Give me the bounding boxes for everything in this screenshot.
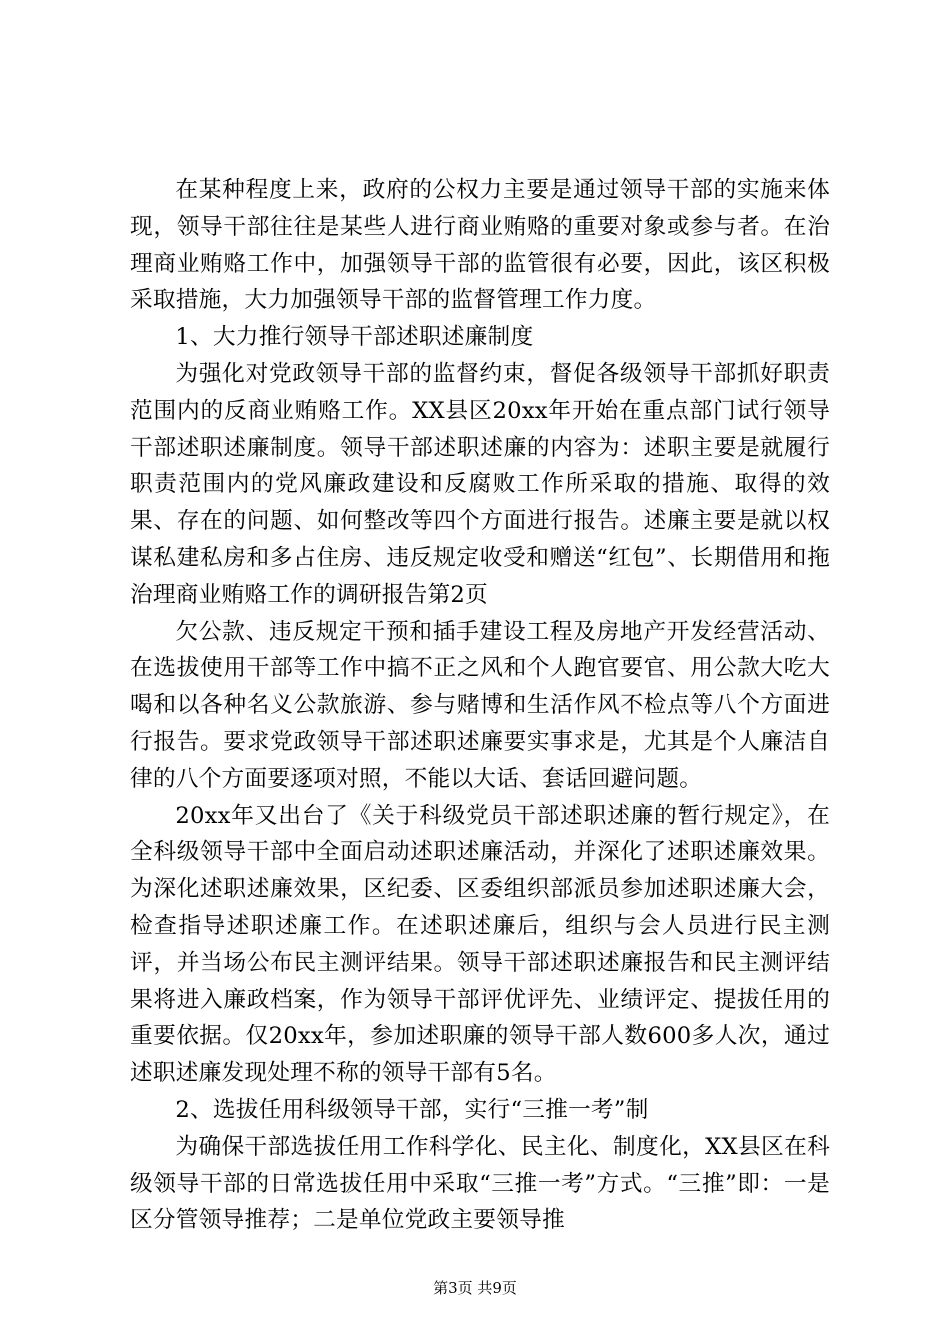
paragraph-section2-a: 为确保干部选拔任用工作科学化、民主化、制度化，XX县区在科级领导干部的日常选拔任用中采取“三推一考”方式。“三推”即：一是区分管领导推荐；二是单位党政主要领导推 (130, 1133, 830, 1234)
section-heading-1: 1、大力推行领导干部述职述廉制度 (175, 324, 534, 351)
section-heading-2: 2、选拔任用科级领导干部，实行“三推一考”制 (175, 1096, 649, 1123)
paragraph-section1-c: 20xx年又出台了《关于科级党员干部述职述廉的暂行规定》，在全科级领导干部中全面启动述职述廉活动，并深化了述职述廉效果。为深化述职述廉效果，区纪委、区委组织部派员参加述职述廉大会，检查指导述职述廉工作。在述职述廉后，组织与会人员进行民主测评，并当场公布民主测评结果。领导干部述职述廉报告和民主测评结果将进入廉政档案，作为领导干部评优评先、业绩评定、提拔任用的重要依据。仅20xx年，参加述职廉的领导干部人数600多人次，通过述职述廉发现处理不称的领导干部有5名。 (130, 802, 830, 1087)
document-body (130, 172, 830, 1239)
paragraph-section1-b: 欠公款、违反规定干预和插手建设工程及房地产开发经营活动、在选拔使用干部等工作中搞不正之风和个人跑官要官、用公款大吃大喝和以各种名义公款旅游、参与赌博和生活作风不检点等八个方面进行报告。要求党政领导干部述职述廉要实事求是，尤其是个人廉洁自律的八个方面要逐项对照，不能以大话、套话回避问题。 (130, 618, 830, 792)
paragraph-intro: 在某种程度上来，政府的公权力主要是通过领导干部的实施来体现，领导干部往往是某些人进行商业贿赂的重要对象或参与者。在治理商业贿赂工作中，加强领导干部的监管很有必要，因此，该区积极采取措施，大力加强领导干部的监督管理工作力度。 (130, 177, 830, 314)
page-footer: 第3页 共9页 (433, 1279, 517, 1297)
paragraph-section1-a: 为强化对党政领导干部的监督约束，督促各级领导干部抓好职责范围内的反商业贿赂工作。XX县区20xx年开始在重点部门试行领导干部述职述廉制度。领导干部述职述廉的内容为：述职主要是就履行职责范围内的党风廉政建设和反腐败工作所采取的措施、取得的效果、存在的问题、如何整改等四个方面进行报告。述廉主要是就以权谋私建私房和多占住房、违反规定收受和赠送“红包”、长期借用和拖治理商业贿赂工作的调研报告第2页 (130, 360, 830, 608)
